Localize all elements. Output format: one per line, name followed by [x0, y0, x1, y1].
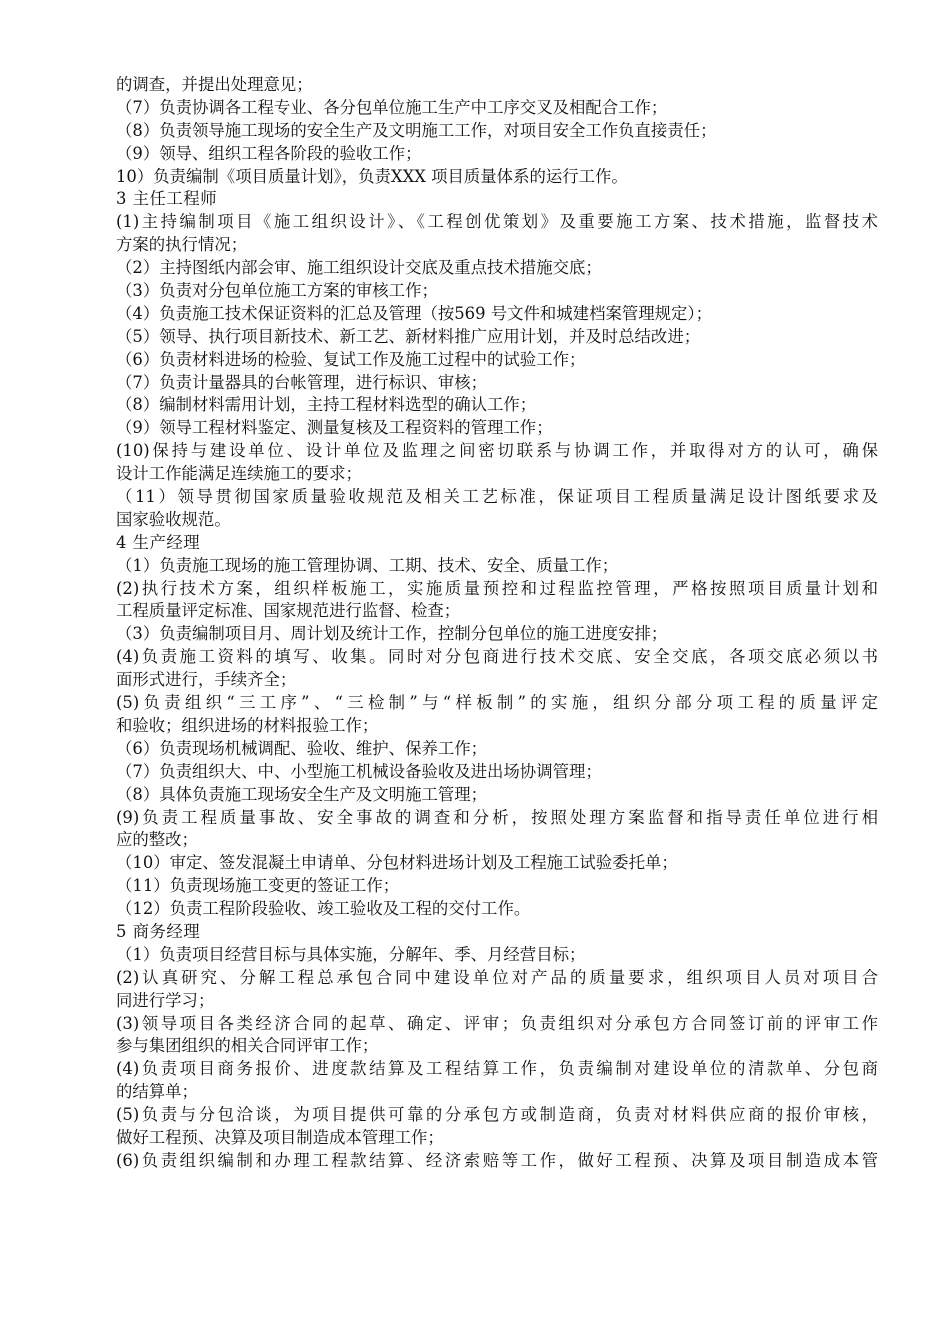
text-line: 参与集团组织的相关合同评审工作；: [116, 1036, 379, 1056]
text-line: (6)负责组织编制和办理工程款结算、经济索赔等工作，做好工程预、决算及项目制造成本管: [116, 1150, 878, 1170]
text-line: （3）负责对分包单位施工方案的审核工作；: [116, 281, 438, 301]
text-line: (2)认真研究、分解工程总承包合同中建设单位对产品的质量要求，组织项目人员对项目合: [116, 967, 878, 987]
text-line: （10）审定、签发混凝土申请单、分包材料进场计划及工程施工试验委托单；: [116, 853, 678, 873]
text-line: （5）领导、执行项目新技术、新工艺、新材料推广应用计划，并及时总结改进；: [116, 326, 701, 346]
text-line: (3)领导项目各类经济合同的起草、确定、评审；负责组织对分承包方合同签订前的评审工作: [116, 1013, 878, 1033]
text-line: （9）领导工程材料鉴定、测量复核及工程资料的管理工作；: [116, 418, 553, 438]
text-line: 同进行学习；: [116, 990, 215, 1010]
text-line: (5)负责与分包洽谈，为项目提供可靠的分承包方或制造商，负责对材料供应商的报价审核，: [116, 1105, 878, 1125]
text-line: （4）负责施工技术保证资料的汇总及管理（按569 号文件和城建档案管理规定）；: [116, 303, 713, 323]
text-line: （8）负责领导施工现场的安全生产及文明施工工作，对项目安全工作负直接责任；: [116, 120, 717, 140]
text-line: (5)负责组织“三工序”、“三检制”与“样板制”的实施，组织分部分项工程的质量评定: [116, 693, 878, 713]
text-line: 面形式进行，手续齐全；: [116, 670, 297, 690]
text-line: （6）负责现场机械调配、验收、维护、保养工作；: [116, 738, 488, 758]
text-line: 国家验收规范。: [116, 509, 231, 529]
section-heading: 4 生产经理: [116, 532, 201, 552]
text-line: （7）负责协调各工程专业、各分包单位施工生产中工序交叉及相配合工作；: [116, 97, 668, 117]
text-line: 10）负责编制《项目质量计划》，负责XXX 项目质量体系的运行工作。: [116, 166, 628, 186]
text-line: （9）领导、组织工程各阶段的验收工作；: [116, 143, 422, 163]
document-page: [116, 74, 878, 1173]
text-line: （8）具体负责施工现场安全生产及文明施工管理；: [116, 784, 488, 804]
section-heading: 3 主任工程师: [116, 189, 218, 209]
text-line: (10)保持与建设单位、设计单位及监理之间密切联系与协调工作，并取得对方的认可，确保: [116, 441, 878, 461]
text-line: 工程质量评定标准、国家规范进行监督、检查；: [116, 601, 461, 621]
text-line: （8）编制材料需用计划，主持工程材料选型的确认工作；: [116, 395, 537, 415]
text-line: (4)负责施工资料的填写、收集。同时对分包商进行技术交底、安全交底，各项交底必须以书: [116, 647, 878, 667]
text-line: （12）负责工程阶段验收、竣工验收及工程的交付工作。: [116, 899, 531, 919]
text-line: （11）领导贯彻国家质量验收规范及相关工艺标准，保证项目工程质量满足设计图纸要求及: [116, 487, 878, 507]
text-line: 的结算单；: [116, 1082, 198, 1102]
text-line: (9)负责工程质量事故、安全事故的调查和分析，按照处理方案监督和指导责任单位进行相: [116, 807, 878, 827]
text-line: （1）负责项目经营目标与具体实施，分解年、季、月经营目标；: [116, 944, 586, 964]
text-line: 的调查，并提出处理意见；: [116, 75, 313, 94]
text-line: (4)负责项目商务报价、进度款结算及工程结算工作，负责编制对建设单位的清款单、分包商: [116, 1059, 878, 1079]
text-line: 设计工作能满足连续施工的要求；: [116, 464, 362, 484]
text-line: (2)执行技术方案，组织样板施工，实施质量预控和过程监控管理，严格按照项目质量计划和: [116, 578, 878, 598]
text-line: （11）负责现场施工变更的签证工作；: [116, 876, 400, 896]
text-line: 应的整改；: [116, 830, 198, 850]
text-line: (1)主持编制项目《施工组织设计》、《工程创优策划》及重要施工方案、技术措施，监督技术: [116, 212, 878, 232]
text-line: 做好工程预、决算及项目制造成本管理工作；: [116, 1127, 444, 1147]
text-line: 和验收；组织进场的材料报验工作；: [116, 715, 379, 735]
text-line: （3）负责编制项目月、周计划及统计工作，控制分包单位的施工进度安排；: [116, 624, 668, 644]
text-line: （1）负责施工现场的施工管理协调、工期、技术、安全、质量工作；: [116, 555, 619, 575]
text-line: （6）负责材料进场的检验、复试工作及施工过程中的试验工作；: [116, 349, 586, 369]
section-heading: 5 商务经理: [116, 921, 201, 941]
text-line: （7）负责组织大、中、小型施工机械设备验收及进出场协调管理；: [116, 761, 602, 781]
text-line: 方案的执行情况；: [116, 235, 248, 255]
text-line: （7）负责计量器具的台帐管理，进行标识、审核；: [116, 372, 488, 392]
text-line: （2）主持图纸内部会审、施工组织设计交底及重点技术措施交底；: [116, 258, 602, 278]
